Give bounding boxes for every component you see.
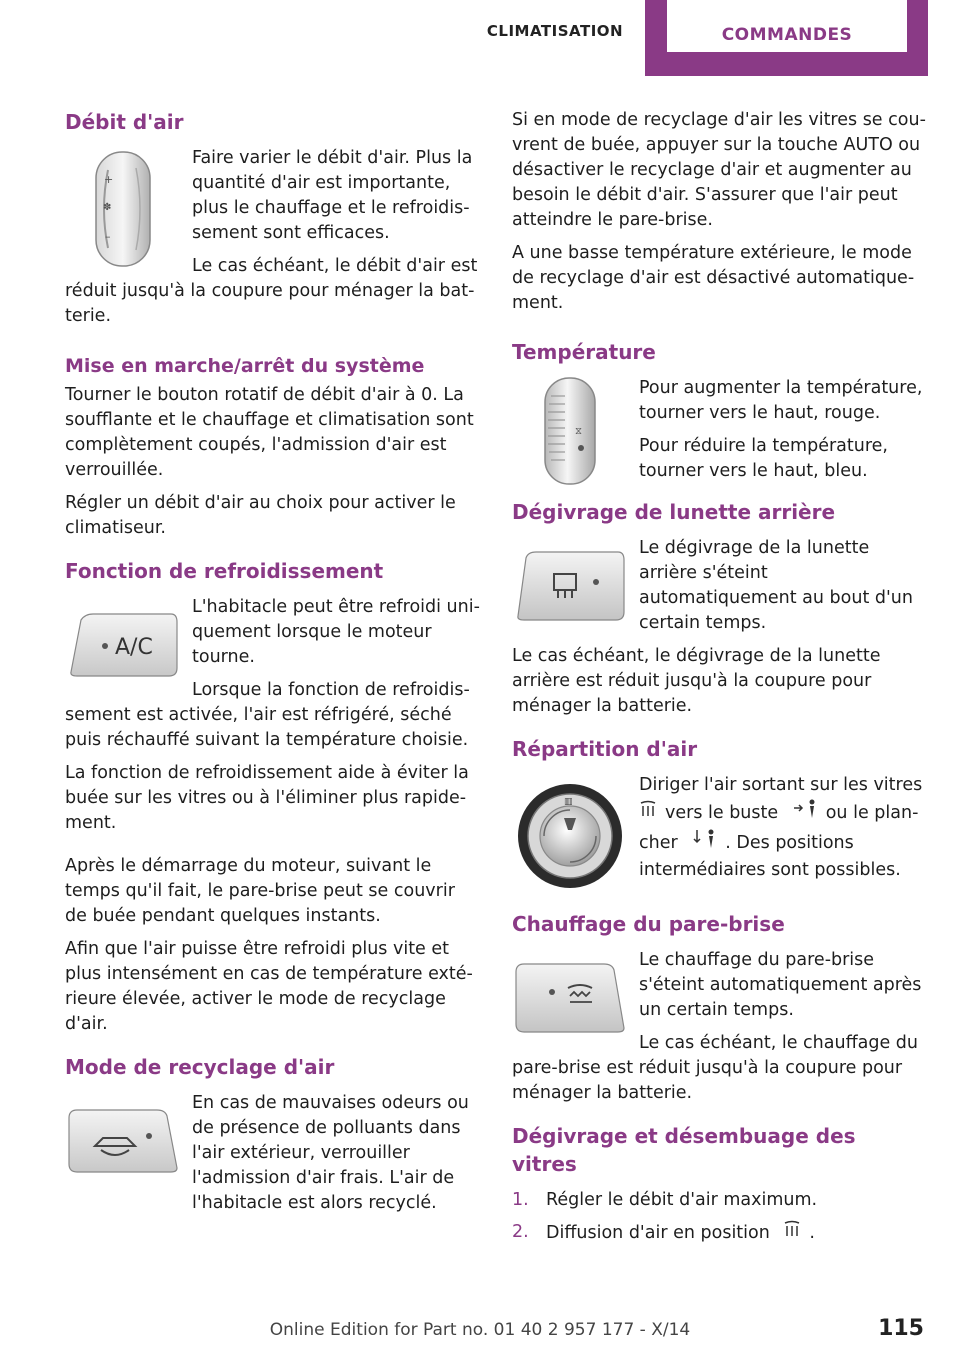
recyclage-text-1: En cas de mauvaises odeurs ou de présence de polluants dans l'air extérieur, verrouiller l'admission d'air frais. L'air de l'habitacle est alors recyclé. <box>192 1093 469 1213</box>
debit-heading: Débit d'air <box>65 110 184 134</box>
chauffage-heading: Chauffage du pare-brise <box>512 912 785 936</box>
windshield-heat-figure <box>512 948 627 1048</box>
degivrage-heading: Dégivrage de lunette arrière <box>512 500 836 524</box>
right-column <box>512 108 927 1253</box>
degivrage-text-2: Le cas échéant, le dégivrage de la lunette arrière est réduit jusqu'à la coupure pour ménager la batterie. <box>512 646 881 716</box>
svg-text:+: + <box>103 172 113 186</box>
step-suffix: . <box>809 1223 815 1243</box>
svg-text:✽: ✽ <box>102 201 111 213</box>
svg-text:⧖: ⧖ <box>574 426 582 437</box>
refroid-text-4: Après le démarrage du moteur, suivant le temps qu'il fait, le pare-brise peut se couvrir de buée pendant quelques instants. <box>65 856 455 926</box>
list-item <box>512 1188 927 1213</box>
chest-vent-icon <box>792 798 818 828</box>
floor-vent-icon <box>691 828 717 858</box>
ac-label: A/C <box>114 635 153 660</box>
step-number: 2. <box>512 1222 529 1242</box>
marche-text-1: Tourner le bouton rotatif de débit d'air à 0. La soufflante et le chauffage et climatisation sont complètement coupés, l'admission d'air est verrouillée. <box>65 385 474 480</box>
svg-text:▥: ▥ <box>563 796 573 807</box>
recyclage-cont-text-2: A une basse température extérieure, le mode de recyclage d'air est désactivé automatiquement. <box>512 243 915 313</box>
refroid-text-1: L'habitacle peut être refroidi uniquement lorsque le moteur tourne. <box>192 597 480 667</box>
left-column <box>65 108 480 1224</box>
temperature-wheel-icon <box>535 376 605 486</box>
rear-defrost-button-icon <box>514 546 626 626</box>
repartition-heading: Répartition d'air <box>512 737 698 761</box>
temp-text-2: Pour réduire la température, tourner vers le haut, bleu. <box>639 436 888 481</box>
air-distribution-knob-icon <box>514 780 626 892</box>
desembuage-steps <box>512 1188 927 1246</box>
recirculation-button-icon <box>67 1106 179 1176</box>
windshield-heating-button-icon <box>514 958 626 1038</box>
recyclage-cont-text-1: Si en mode de recyclage d'air les vitres se couvrent de buée, appuyer sur la touche AUTO ou désactiver le recyclage d'air et augmenter au besoin le débit d'air. S'assurer que l'air peut atteindre le pare-brise. <box>512 110 926 230</box>
step-text: Diffusion d'air en position <box>546 1223 770 1243</box>
temp-text-1: Pour augmenter la température, tourner vers le haut, rouge. <box>639 378 923 423</box>
refroid-heading: Fonction de refroidissement <box>65 559 384 583</box>
refroid-text-5: Afin que l'air puisse être refroidi plus vite et plus intensément en cas de température extérieure élevée, activer le mode de recyclage d'air. <box>65 939 473 1034</box>
temp-wheel-figure <box>512 376 627 486</box>
repartition-text-a: Diriger l'air sortant sur les vitres <box>639 775 923 795</box>
repartition-text-d: . Des positions intermédiaires sont possibles. <box>639 833 901 880</box>
air-distribution-figure <box>512 773 627 898</box>
rear-defrost-figure <box>512 536 627 636</box>
section-tab-label: COMMANDES <box>667 0 907 52</box>
debit-text-2: Le cas échéant, le débit d'air est réduit jusqu'à la coupure pour ménager la batterie. <box>65 256 478 326</box>
airflow-wheel-figure <box>65 146 180 271</box>
airflow-wheel-icon <box>88 150 158 268</box>
ac-button-figure <box>65 595 180 695</box>
desembuage-heading: Dégivrage et désembuage des vitres <box>512 1124 856 1176</box>
repartition-text-b: vers le buste <box>665 803 779 823</box>
chauffage-text-2: Le cas échéant, le chauffage du pare-brise est réduit jusqu'à la coupure pour ménager la batterie. <box>512 1033 918 1103</box>
refroid-text-2: Lorsque la fonction de refroidissement est activée, l'air est réfrigéré, séché puis réchauffé suivant la température choisie. <box>65 680 470 750</box>
footer-edition: Online Edition for Part no. 01 40 2 957 177 - X/14 <box>269 1320 691 1340</box>
recyclage-heading: Mode de recyclage d'air <box>65 1055 335 1079</box>
list-item <box>512 1220 927 1246</box>
section-tab <box>645 0 928 76</box>
chapter-label: CLIMATISATION <box>486 22 624 40</box>
marche-text-2: Régler un débit d'air au choix pour activer le climatiseur. <box>65 493 456 538</box>
page-number: 115 <box>878 1316 924 1341</box>
repartition-text-c: ou le plancher <box>639 803 919 853</box>
step-number: 1. <box>512 1190 529 1210</box>
step-text: Régler le débit d'air maximum. <box>546 1190 818 1210</box>
refroid-text-3: La fonction de refroidissement aide à éviter la buée sur les vitres ou à l'éliminer plus rapidement. <box>65 763 469 833</box>
ac-button-icon <box>67 610 179 680</box>
recirc-button-figure <box>65 1091 180 1191</box>
debit-text-1: Faire varier le débit d'air. Plus la quantité d'air est importante, plus le chauffage et le refroidissement sont efficaces. <box>192 148 473 243</box>
windshield-vent-icon <box>783 1220 801 1246</box>
degivrage-text-1: Le dégivrage de la lunette arrière s'éteint automatiquement au bout d'un certain temps. <box>639 538 913 633</box>
temp-heading: Température <box>512 340 656 364</box>
marche-heading: Mise en marche/arrêt du système <box>65 355 425 377</box>
chauffage-text-1: Le chauffage du pare-brise s'éteint automatiquement après un certain temps. <box>639 950 922 1020</box>
svg-text:–: – <box>104 229 110 243</box>
windshield-vent-icon <box>639 800 657 826</box>
